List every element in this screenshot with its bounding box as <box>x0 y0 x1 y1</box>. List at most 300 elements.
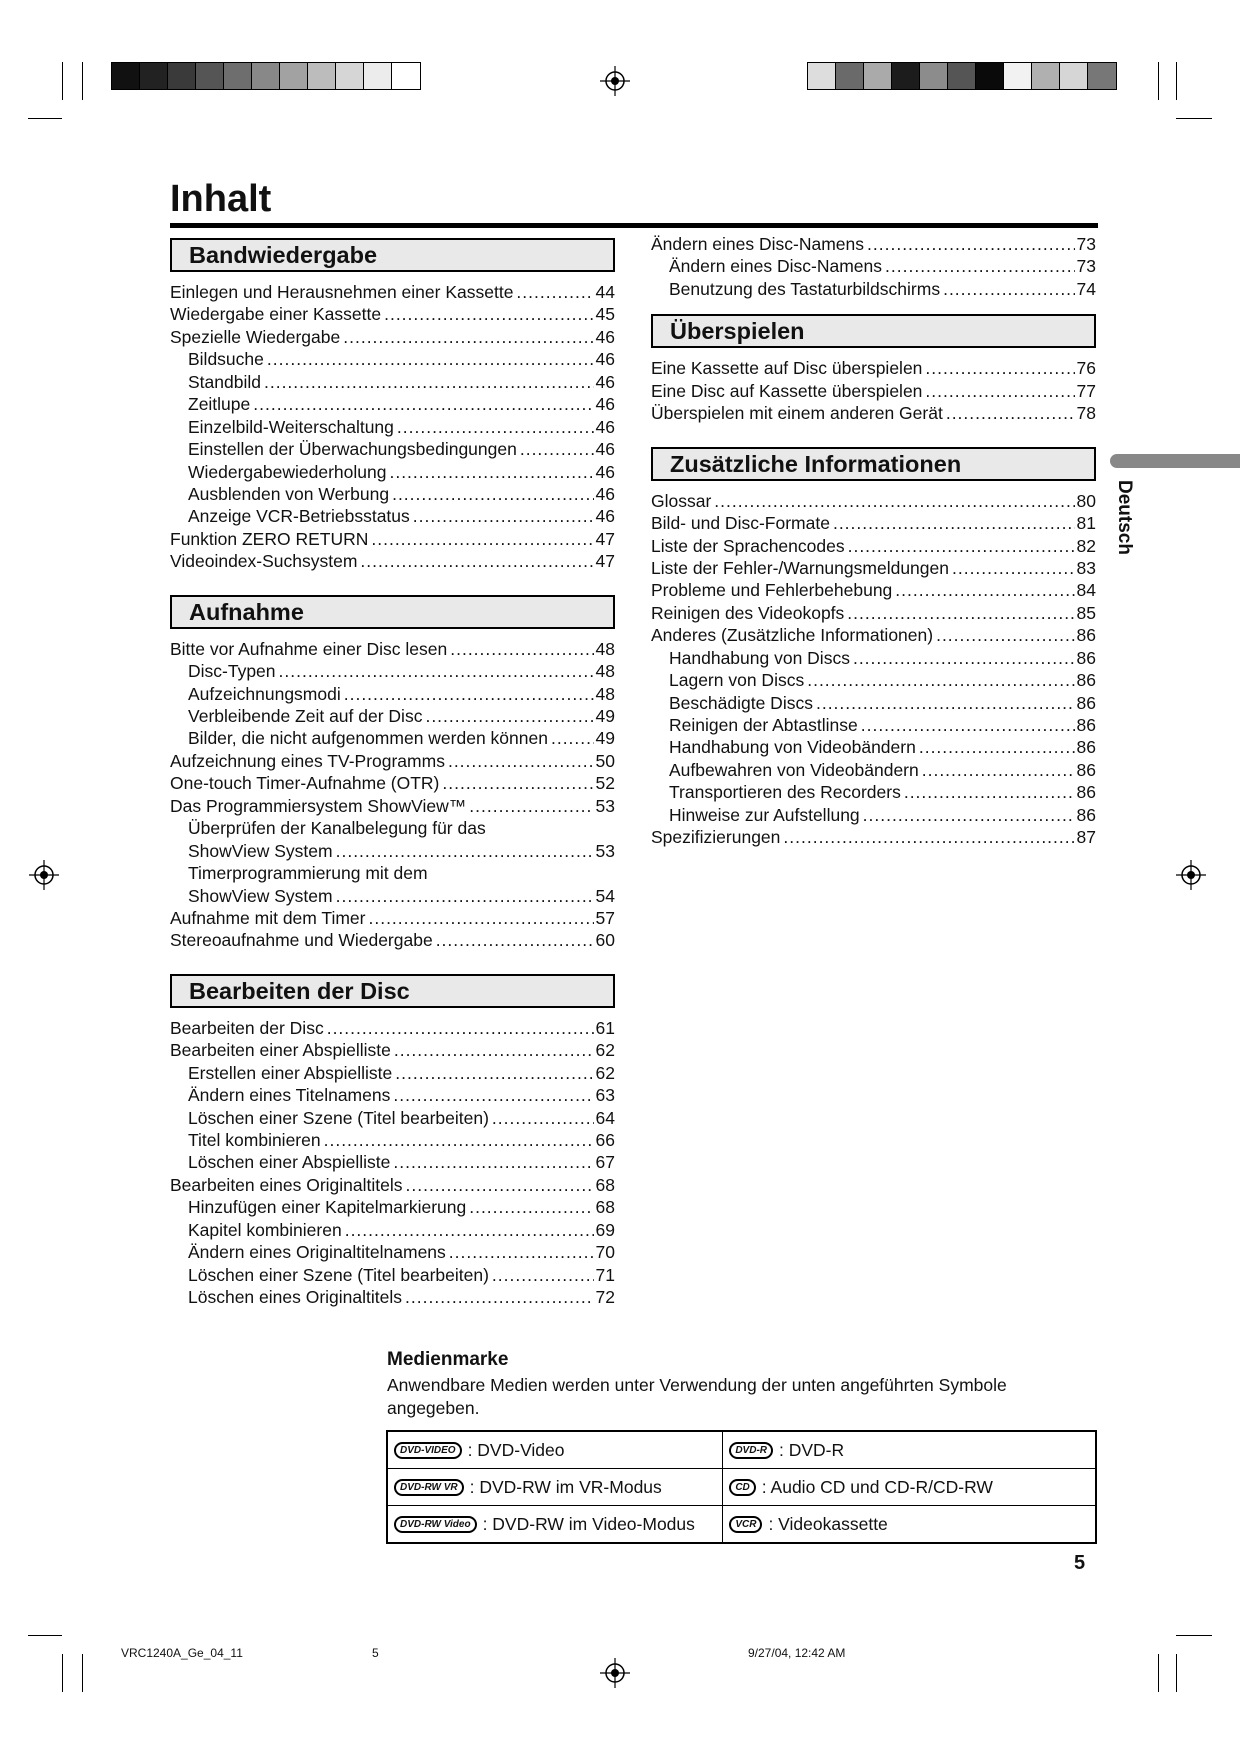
crop-mark <box>1176 62 1177 100</box>
toc-entry-title: Aufnahme mit dem Timer <box>170 907 366 928</box>
registration-mark-icon <box>600 66 630 96</box>
toc-leader-dots <box>847 602 1074 624</box>
toc-entry-title: Handhabung von Videobändern <box>669 737 916 758</box>
toc-entry-page: 66 <box>595 1130 615 1150</box>
page-title: Inhalt <box>170 178 272 220</box>
toc-entry <box>170 750 615 772</box>
toc-leader-dots <box>336 840 594 862</box>
toc-entry <box>651 781 1096 803</box>
calibration-swatch <box>336 63 364 89</box>
toc-entry <box>651 602 1096 624</box>
toc-entry <box>170 705 615 727</box>
calibration-swatch <box>836 63 864 89</box>
toc-entry <box>651 535 1096 557</box>
toc-leader-dots <box>425 705 593 727</box>
toc-leader-dots <box>279 660 594 682</box>
calibration-swatch <box>280 63 308 89</box>
toc-leader-dots <box>394 1039 594 1061</box>
toc-entry <box>651 669 1096 691</box>
toc-entry-title: Ändern eines Originaltitelnamens <box>188 1242 446 1263</box>
toc-entry <box>651 714 1096 736</box>
toc-leader-dots <box>925 380 1074 402</box>
toc-leader-dots <box>389 461 593 483</box>
toc-entry <box>651 380 1096 402</box>
toc-entry-title: Probleme und Fehlerbehebung <box>651 580 893 601</box>
toc-leader-dots <box>393 1151 593 1173</box>
toc-entry-page: 45 <box>595 304 615 325</box>
toc-leader-dots <box>371 528 593 550</box>
toc-entry <box>170 772 615 794</box>
toc-leader-dots <box>253 393 593 415</box>
toc-entry <box>170 505 615 527</box>
crop-mark <box>1176 1635 1212 1636</box>
crop-mark <box>28 1635 62 1636</box>
toc-entry-title: Kapitel kombinieren <box>188 1219 342 1240</box>
toc-entry-title: Ausblenden von Werbung <box>188 483 390 504</box>
section-heading: Bandwiedergabe <box>170 238 615 272</box>
toc-entry-title: Einlegen und Herausnehmen einer Kassette <box>170 282 514 302</box>
toc-entry-title: Löschen einer Abspielliste <box>188 1152 391 1173</box>
toc-entry <box>170 1264 615 1286</box>
media-label: : Videokassette <box>768 1513 888 1534</box>
toc-entry <box>651 490 1096 512</box>
media-row <box>387 1431 1096 1469</box>
toc-leader-dots <box>863 804 1075 826</box>
toc-entry <box>651 278 1096 300</box>
toc-entry-title: Handhabung von Discs <box>669 647 850 668</box>
toc-entry-page: 80 <box>1076 490 1096 511</box>
toc-entry-title: Das Programmiersystem ShowView™ <box>170 795 467 816</box>
toc-entry-title: Überspielen mit einem anderen Gerät <box>651 403 943 424</box>
toc-leader-dots <box>848 535 1075 557</box>
toc-entry <box>170 840 615 862</box>
footer-file: VRC1240A_Ge_04_11 <box>121 1646 243 1660</box>
toc-entry-title: Transportieren des Recorders <box>669 782 901 803</box>
toc-entry-page: 46 <box>595 416 615 437</box>
toc-entry <box>651 826 1096 848</box>
toc-entry-page: 44 <box>595 282 615 302</box>
registration-mark-icon <box>29 860 59 890</box>
toc-entry-title: Löschen einer Szene (Titel bearbeiten) <box>188 1264 489 1285</box>
toc-entry-page: 46 <box>595 483 615 504</box>
toc-entry <box>651 402 1096 424</box>
toc-entry-title: Eine Disc auf Kassette überspielen <box>651 380 923 401</box>
toc-entry-title: Funktion ZERO RETURN <box>170 528 369 549</box>
toc-leader-dots <box>936 624 1074 646</box>
toc-leader-dots <box>816 692 1075 714</box>
calibration-swatch <box>892 63 920 89</box>
toc-leader-dots <box>368 907 593 929</box>
toc-entry-title: ShowView System <box>188 840 333 861</box>
toc-entry <box>651 357 1096 379</box>
toc-entry <box>170 1039 615 1061</box>
cd-logo-icon: CD <box>729 1479 755 1496</box>
calibration-strip-right <box>807 62 1117 90</box>
toc-entry-page: 72 <box>595 1287 615 1308</box>
toc-entry-title: ShowView System <box>188 885 333 906</box>
toc-entry <box>170 1219 615 1241</box>
toc-leader-dots <box>551 727 594 749</box>
toc-entry <box>651 255 1096 277</box>
toc-entry-title: Aufzeichnung eines TV-Programms <box>170 750 445 771</box>
page-number: 5 <box>1074 1552 1086 1574</box>
calibration-swatch <box>808 63 836 89</box>
toc-entry <box>170 1062 615 1084</box>
calibration-swatch <box>1032 63 1060 89</box>
toc-entry-title: Aufbewahren von Videobändern <box>669 759 919 780</box>
toc-leader-dots <box>469 795 593 817</box>
toc-entry-title: Timerprogrammierung mit dem <box>188 863 428 884</box>
toc-entry <box>170 885 615 907</box>
dvd-video-logo-icon: DVD-VIDEO <box>394 1442 462 1459</box>
toc-leader-dots <box>925 357 1074 379</box>
calibration-swatch <box>252 63 280 89</box>
toc-entry-page: 46 <box>595 371 615 392</box>
toc-list <box>651 357 1096 424</box>
toc-entry <box>651 736 1096 758</box>
toc-leader-dots <box>885 255 1075 277</box>
toc-entry-page: 86 <box>1076 737 1096 758</box>
toc-leader-dots <box>943 278 1074 300</box>
toc-entry-title: Verbleibende Zeit auf der Disc <box>188 706 423 726</box>
toc-entry-page: 48 <box>595 661 615 682</box>
toc-entry-page: 84 <box>1076 580 1096 601</box>
toc-entry-title: Lagern von Discs <box>669 670 805 691</box>
toc-entry <box>170 862 615 884</box>
toc-entry <box>170 1286 615 1308</box>
toc-entry-page: 73 <box>1076 234 1096 254</box>
media-label: : DVD-RW im Video-Modus <box>482 1513 695 1534</box>
toc-list <box>651 233 1096 300</box>
calibration-swatch <box>224 63 252 89</box>
toc-leader-dots <box>520 438 594 460</box>
toc-entry-page: 68 <box>595 1174 615 1195</box>
toc-entry-title: Benutzung des Tastaturbildschirms <box>669 278 941 299</box>
toc-entry-page: 76 <box>1076 358 1096 379</box>
toc-entry-title: Wiedergabe einer Kassette <box>170 304 382 325</box>
toc-entry-page: 46 <box>595 349 615 370</box>
toc-entry-page: 82 <box>1076 535 1096 556</box>
calibration-swatch <box>948 63 976 89</box>
toc-entry <box>651 759 1096 781</box>
toc-entry-page: 49 <box>595 728 615 749</box>
toc-entry-title: Bilder, die nicht aufgenommen werden können <box>188 728 548 749</box>
toc-entry-page: 86 <box>1076 782 1096 803</box>
toc-leader-dots <box>405 1286 594 1308</box>
calibration-swatch <box>308 63 336 89</box>
toc-entry-page: 46 <box>595 326 615 347</box>
toc-entry-title: Bild- und Disc-Formate <box>651 513 830 534</box>
section-heading: Zusätzliche Informationen <box>651 447 1096 481</box>
toc-entry-title: Videoindex-Suchsystem <box>170 551 358 572</box>
toc-entry-page: 86 <box>1076 759 1096 780</box>
toc-entry-page: 53 <box>595 840 615 861</box>
media-table <box>386 1430 1097 1544</box>
toc-leader-dots <box>384 303 593 325</box>
toc-leader-dots <box>345 1219 594 1241</box>
toc-leader-dots <box>436 929 594 951</box>
toc-entry <box>170 929 615 951</box>
toc-entry-page: 86 <box>1076 647 1096 668</box>
footer-timestamp: 9/27/04, 12:42 AM <box>748 1646 846 1660</box>
toc-entry-title: Einstellen der Überwachungsbedingungen <box>188 439 517 460</box>
toc-entry-page: 47 <box>595 551 615 572</box>
toc-entry-page: 86 <box>1076 670 1096 691</box>
registration-mark-icon <box>600 1658 630 1688</box>
toc-entry-page: 85 <box>1076 602 1096 623</box>
toc-entry-page: 48 <box>595 638 615 659</box>
toc-entry-page: 60 <box>595 930 615 951</box>
toc-entry-page: 46 <box>595 461 615 482</box>
toc-leader-dots <box>442 772 593 794</box>
toc-entry <box>651 692 1096 714</box>
toc-entry-title: Reinigen der Abtastlinse <box>669 715 858 735</box>
calibration-swatch <box>392 63 420 89</box>
calibration-swatch <box>1060 63 1088 89</box>
toc-entry-page: 77 <box>1076 380 1096 401</box>
crop-mark <box>62 62 63 100</box>
toc-entry-title: Bildsuche <box>188 349 264 370</box>
calibration-swatch <box>920 63 948 89</box>
media-label: : Audio CD und CD-R/CD-RW <box>761 1476 993 1497</box>
calibration-swatch <box>1088 63 1116 89</box>
crop-mark <box>1158 1654 1159 1692</box>
section-heading: Bearbeiten der Disc <box>170 974 615 1008</box>
crop-mark <box>82 1654 83 1692</box>
toc-leader-dots <box>344 683 594 705</box>
toc-leader-dots <box>449 1241 594 1263</box>
toc-entry <box>170 483 615 505</box>
footer-page: 5 <box>372 1646 379 1660</box>
toc-entry-page: 78 <box>1076 403 1096 424</box>
vcr-logo-icon: VCR <box>729 1516 762 1533</box>
media-cell <box>387 1469 723 1506</box>
toc-entry-title: One-touch Timer-Aufnahme (OTR) <box>170 773 440 794</box>
toc-leader-dots <box>922 759 1075 781</box>
toc-entry <box>170 281 615 303</box>
toc-entry-page: 67 <box>595 1152 615 1173</box>
toc-entry-title: Bitte vor Aufnahme einer Disc lesen <box>170 638 448 659</box>
toc-entry-page: 48 <box>595 683 615 704</box>
toc-entry-title: Aufzeichnungsmodi <box>188 683 341 704</box>
toc-list <box>170 281 615 573</box>
toc-entry <box>170 1017 615 1039</box>
toc-entry-title: Ändern eines Titelnamens <box>188 1085 391 1106</box>
toc-leader-dots <box>327 1017 594 1039</box>
toc-entry-title: Anzeige VCR-Betriebsstatus <box>188 506 410 527</box>
toc-entry-page: 54 <box>595 885 615 906</box>
toc-entry <box>170 1174 615 1196</box>
toc-entry <box>170 638 615 660</box>
toc-entry <box>170 683 615 705</box>
calibration-strip-left <box>111 62 421 90</box>
toc-entry <box>651 557 1096 579</box>
media-cell <box>387 1431 723 1469</box>
dvd-rw-vr-logo-icon: DVD-RW VR <box>394 1479 464 1496</box>
toc-entry-page: 68 <box>595 1197 615 1218</box>
toc-entry-page: 63 <box>595 1085 615 1106</box>
media-description: Anwendbare Medien werden unter Verwendung der unten angeführten Symbole angegeben. <box>387 1375 1007 1418</box>
toc-leader-dots <box>492 1264 594 1286</box>
crop-mark <box>82 62 83 100</box>
toc-leader-dots <box>393 1084 593 1106</box>
toc-leader-dots <box>392 483 593 505</box>
toc-leader-dots <box>946 402 1075 424</box>
toc-entry <box>170 817 615 839</box>
toc-leader-dots <box>395 1062 593 1084</box>
toc-entry-page: 81 <box>1076 513 1096 534</box>
toc-leader-dots <box>267 348 594 370</box>
language-label: Deutsch <box>1114 480 1135 555</box>
toc-entry-title: Löschen eines Originaltitels <box>188 1287 403 1308</box>
toc-leader-dots <box>853 647 1075 669</box>
toc-leader-dots <box>448 750 594 772</box>
toc-left-column <box>170 238 615 1309</box>
toc-entry <box>170 393 615 415</box>
toc-leader-dots <box>919 736 1075 758</box>
crop-mark <box>28 118 62 119</box>
toc-entry <box>170 1196 615 1218</box>
toc-leader-dots <box>469 1196 593 1218</box>
toc-entry-page: 52 <box>595 773 615 794</box>
toc-leader-dots <box>516 281 593 303</box>
media-cell <box>723 1431 1096 1469</box>
toc-leader-dots <box>807 669 1074 691</box>
media-row <box>387 1506 1096 1544</box>
toc-entry <box>170 416 615 438</box>
toc-entry-page: 83 <box>1076 557 1096 578</box>
dvd-rw-video-logo-icon: DVD-RW Video <box>394 1516 477 1533</box>
toc-entry-page: 71 <box>595 1264 615 1285</box>
toc-list <box>651 490 1096 849</box>
calibration-swatch <box>168 63 196 89</box>
calibration-swatch <box>364 63 392 89</box>
toc-entry <box>170 438 615 460</box>
toc-entry-page: 73 <box>1076 256 1096 277</box>
toc-entry <box>170 1107 615 1129</box>
toc-leader-dots <box>324 1129 594 1151</box>
toc-entry <box>170 727 615 749</box>
toc-entry-page: 61 <box>595 1017 615 1038</box>
toc-entry-page: 86 <box>1076 692 1096 713</box>
toc-entry-title: Glossar <box>651 490 712 511</box>
toc-entry-title: Hinzufügen einer Kapitelmarkierung <box>188 1197 467 1218</box>
toc-entry <box>170 371 615 393</box>
toc-entry-page: 50 <box>595 750 615 771</box>
toc-entry-page: 53 <box>595 795 615 816</box>
toc-entry <box>170 348 615 370</box>
toc-leader-dots <box>904 781 1075 803</box>
toc-entry-title: Zeitlupe <box>188 394 251 415</box>
media-label: : DVD-RW im VR-Modus <box>469 1476 662 1497</box>
toc-entry <box>170 1129 615 1151</box>
toc-entry-page: 62 <box>595 1040 615 1061</box>
toc-leader-dots <box>343 326 593 348</box>
toc-entry-title: Ändern eines Disc-Namens <box>669 256 883 277</box>
toc-entry <box>170 907 615 929</box>
toc-list <box>170 1017 615 1309</box>
toc-entry-page: 86 <box>1076 625 1096 646</box>
toc-entry-title: Spezielle Wiedergabe <box>170 326 341 347</box>
toc-leader-dots <box>336 885 594 907</box>
media-cell <box>723 1469 1096 1506</box>
toc-entry-page: 70 <box>595 1242 615 1263</box>
toc-leader-dots <box>895 579 1074 601</box>
toc-leader-dots <box>861 714 1075 736</box>
toc-entry-title: Einzelbild-Weiterschaltung <box>188 416 394 437</box>
crop-mark <box>1176 118 1212 119</box>
toc-entry <box>651 647 1096 669</box>
media-title: Medienmarke <box>387 1349 509 1370</box>
toc-entry <box>170 528 615 550</box>
toc-leader-dots <box>450 638 593 660</box>
calibration-swatch <box>112 63 140 89</box>
toc-entry-title: Ändern eines Disc-Namens <box>651 234 865 254</box>
toc-list <box>170 638 615 952</box>
toc-entry <box>170 1241 615 1263</box>
crop-mark <box>1176 1654 1177 1692</box>
toc-entry-title: Wiedergabewiederholung <box>188 461 387 482</box>
toc-entry-title: Stereoaufnahme und Wiedergabe <box>170 930 433 951</box>
toc-leader-dots <box>406 1174 594 1196</box>
toc-entry-title: Bearbeiten der Disc <box>170 1017 324 1038</box>
toc-right-column <box>651 233 1096 849</box>
toc-entry-page: 47 <box>595 528 615 549</box>
toc-entry-page: 87 <box>1076 827 1096 848</box>
section-heading: Aufnahme <box>170 595 615 629</box>
toc-entry-title: Bearbeiten eines Originaltitels <box>170 1174 403 1195</box>
crop-mark <box>1158 62 1159 100</box>
toc-leader-dots <box>867 233 1075 255</box>
toc-leader-dots <box>360 550 593 572</box>
calibration-swatch <box>140 63 168 89</box>
toc-entry-page: 46 <box>595 506 615 527</box>
toc-entry-title: Disc-Typen <box>188 661 276 682</box>
toc-entry <box>651 512 1096 534</box>
toc-leader-dots <box>397 416 594 438</box>
toc-entry <box>170 461 615 483</box>
crop-mark <box>62 1654 63 1692</box>
toc-entry-title: Reinigen des Videokopfs <box>651 602 845 623</box>
toc-entry-page: 62 <box>595 1062 615 1083</box>
toc-entry-title: Eine Kassette auf Disc überspielen <box>651 358 923 379</box>
toc-leader-dots <box>783 826 1074 848</box>
toc-entry-page: 86 <box>1076 804 1096 825</box>
calibration-swatch <box>976 63 1004 89</box>
toc-entry-title: Liste der Sprachencodes <box>651 535 845 556</box>
toc-entry-page: 49 <box>595 706 615 726</box>
toc-entry <box>651 804 1096 826</box>
media-cell <box>723 1506 1096 1544</box>
title-rule <box>170 223 1098 228</box>
calibration-swatch <box>196 63 224 89</box>
media-label: : DVD-Video <box>467 1439 565 1460</box>
toc-entry <box>651 579 1096 601</box>
toc-entry-title: Liste der Fehler-/Warnungsmeldungen <box>651 557 949 578</box>
toc-entry <box>170 795 615 817</box>
registration-mark-icon <box>1176 860 1206 890</box>
toc-entry <box>170 660 615 682</box>
media-label: : DVD-R <box>779 1439 845 1460</box>
toc-entry-page: 57 <box>595 907 615 928</box>
language-tab <box>1110 454 1240 468</box>
toc-leader-dots <box>952 557 1075 579</box>
toc-entry-title: Löschen einer Szene (Titel bearbeiten) <box>188 1107 489 1128</box>
toc-entry-title: Überprüfen der Kanalbelegung für das <box>188 818 486 839</box>
toc-entry <box>170 1151 615 1173</box>
toc-entry-page: 69 <box>595 1219 615 1240</box>
toc-entry-page: 64 <box>595 1107 615 1128</box>
